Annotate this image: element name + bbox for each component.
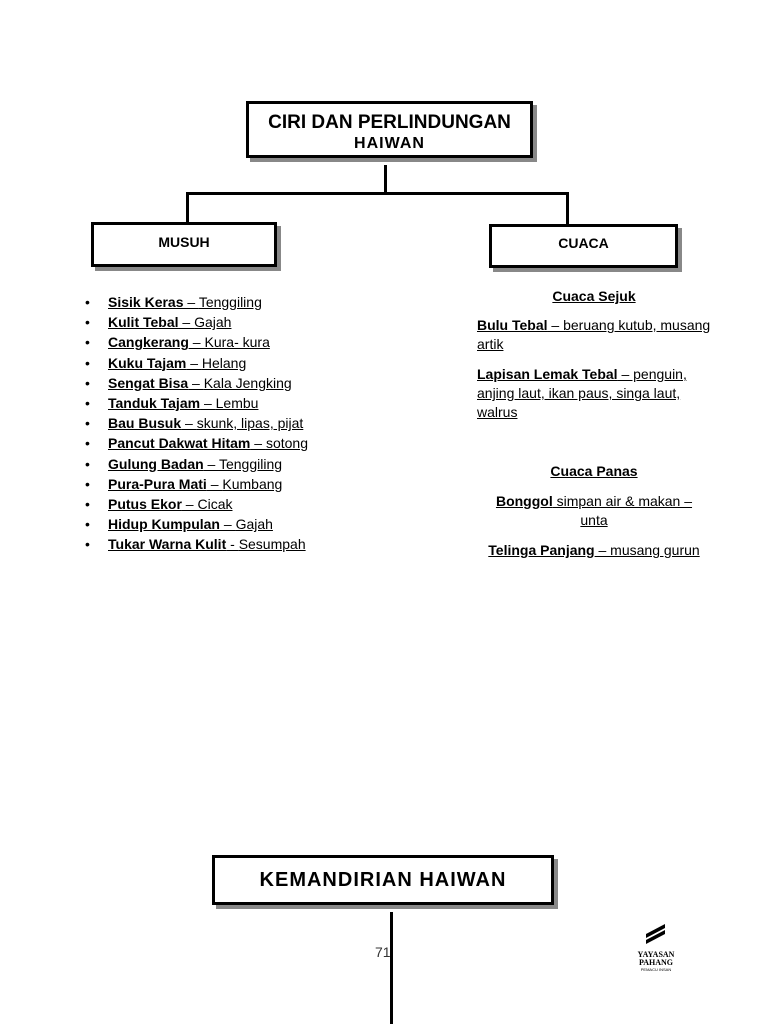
enemy-example: sotong: [265, 435, 308, 452]
enemy-separator: –: [178, 314, 195, 331]
logo-line1: YAYASAN: [637, 950, 675, 959]
bullet-icon: •: [85, 475, 90, 492]
connector-horizontal: [186, 192, 569, 195]
title-line1: CIRI DAN PERLINDUNGAN: [268, 112, 511, 133]
enemy-item: [84, 474, 308, 494]
hot-item-term: Bonggol: [495, 493, 553, 509]
enemy-term: Putus Ekor: [108, 495, 182, 512]
bullet-icon: •: [85, 415, 90, 432]
enemy-item: [84, 353, 308, 373]
enemy-example: Tenggiling: [198, 294, 262, 310]
enemy-term: Kulit Tebal: [108, 314, 179, 331]
enemy-item: [84, 534, 308, 554]
cold-item-desc: – beruang kutub, musang artik: [477, 317, 711, 352]
hot-item-term: Telinga Panjang: [488, 542, 595, 558]
bullet-icon: •: [85, 374, 90, 391]
kemandirian-title: KEMANDIRIAN HAIWAN: [259, 869, 507, 891]
bullet-icon: •: [85, 294, 90, 310]
enemy-term: Sisik Keras: [108, 294, 184, 310]
enemy-term: Tukar Warna Kulit: [108, 536, 227, 553]
cold-weather-section: [477, 287, 711, 422]
enemy-separator: –: [181, 415, 197, 432]
bullet-icon: •: [85, 495, 90, 512]
enemy-item: [84, 292, 308, 312]
connector-right-drop: [566, 192, 569, 225]
bullet-icon: •: [85, 334, 90, 351]
cold-item: [477, 316, 711, 354]
enemy-example: Sesumpah: [238, 536, 306, 553]
enemy-term: Bau Busuk: [108, 415, 182, 432]
cold-heading: Cuaca Sejuk: [552, 288, 636, 304]
enemy-example: Lembu: [215, 394, 259, 411]
enemy-term: Kuku Tajam: [108, 354, 187, 371]
title-box: [246, 101, 533, 158]
enemy-separator: –: [206, 475, 223, 492]
hot-item-desc: – musang gurun: [594, 542, 700, 558]
kemandirian-box: [212, 855, 554, 905]
enemy-example: Helang: [201, 354, 247, 371]
enemy-term: Sengat Bisa: [108, 374, 189, 391]
enemy-item: [84, 413, 308, 433]
hot-item-desc: simpan air & makan – unta: [552, 493, 693, 528]
enemy-example: Tenggiling: [218, 455, 283, 472]
connector-left-drop: [186, 192, 189, 223]
page-number: 71: [375, 944, 391, 960]
enemy-term: Gulung Badan: [108, 455, 204, 472]
enemy-term: Hidup Kumpulan: [108, 516, 220, 533]
musuh-label: MUSUH: [158, 234, 210, 250]
bullet-icon: •: [85, 314, 90, 331]
bullet-icon: •: [85, 455, 90, 472]
enemy-item: [84, 433, 308, 453]
connector-bottom-vertical: [390, 912, 393, 1024]
enemy-item: [84, 454, 308, 474]
hot-item: [476, 492, 712, 530]
enemy-term: Tanduk Tajam: [108, 394, 201, 411]
hot-heading: Cuaca Panas: [550, 463, 638, 479]
bullet-icon: •: [85, 354, 90, 371]
cold-item-term: Bulu Tebal: [477, 317, 548, 333]
bullet-icon: •: [85, 394, 90, 411]
cuaca-label: CUACA: [558, 235, 609, 251]
enemy-separator: –: [183, 294, 199, 310]
enemy-term: Pancut Dakwat Hitam: [108, 435, 251, 452]
enemy-example: Kura- kura: [204, 334, 270, 351]
hot-weather-section: [476, 462, 712, 560]
enemy-item: [84, 332, 308, 352]
title-line2: HAIWAN: [354, 135, 425, 152]
cold-item: [477, 365, 711, 422]
enemy-example: Cicak: [197, 495, 233, 512]
cold-item-term: Lapisan Lemak Tebal: [477, 366, 618, 382]
enemy-item: [84, 312, 308, 332]
enemy-term: Pura-Pura Mati: [108, 475, 207, 492]
enemy-example: Kumbang: [222, 475, 283, 492]
enemy-separator: -: [226, 536, 239, 553]
enemy-example: Kala Jengking: [203, 374, 292, 391]
enemy-separator: –: [181, 495, 198, 512]
enemy-item: [84, 514, 308, 534]
enemy-separator: –: [250, 435, 266, 452]
bullet-icon: •: [85, 435, 90, 452]
logo-mark-icon: [643, 920, 669, 946]
enemy-example: Gajah: [235, 516, 273, 533]
musuh-box: [91, 222, 277, 267]
enemy-separator: –: [186, 354, 202, 371]
logo-line3: PEMACU INSAN: [640, 967, 672, 972]
enemy-separator: –: [188, 374, 204, 391]
enemy-separator: –: [188, 334, 205, 351]
enemy-example: skunk, lipas, pijat: [196, 415, 304, 432]
hot-item: [476, 541, 712, 560]
enemy-item: [84, 393, 308, 413]
cold-item-desc: – penguin, anjing laut, ikan paus, singa laut, walrus: [477, 366, 687, 420]
cuaca-box: [489, 224, 678, 268]
enemy-separator: –: [203, 455, 219, 472]
bullet-icon: •: [85, 516, 90, 533]
enemy-item: [84, 494, 308, 514]
enemy-example: Gajah: [194, 314, 232, 331]
yayasan-pahang-logo: [632, 920, 680, 976]
logo-line2: PAHANG: [638, 958, 674, 967]
enemy-term: Cangkerang: [108, 334, 189, 351]
enemy-item: [84, 373, 308, 393]
enemy-separator: –: [220, 516, 236, 533]
enemy-separator: –: [200, 394, 216, 411]
bullet-icon: •: [85, 536, 90, 553]
enemies-list: [84, 292, 308, 554]
connector-vertical-top: [384, 165, 387, 195]
